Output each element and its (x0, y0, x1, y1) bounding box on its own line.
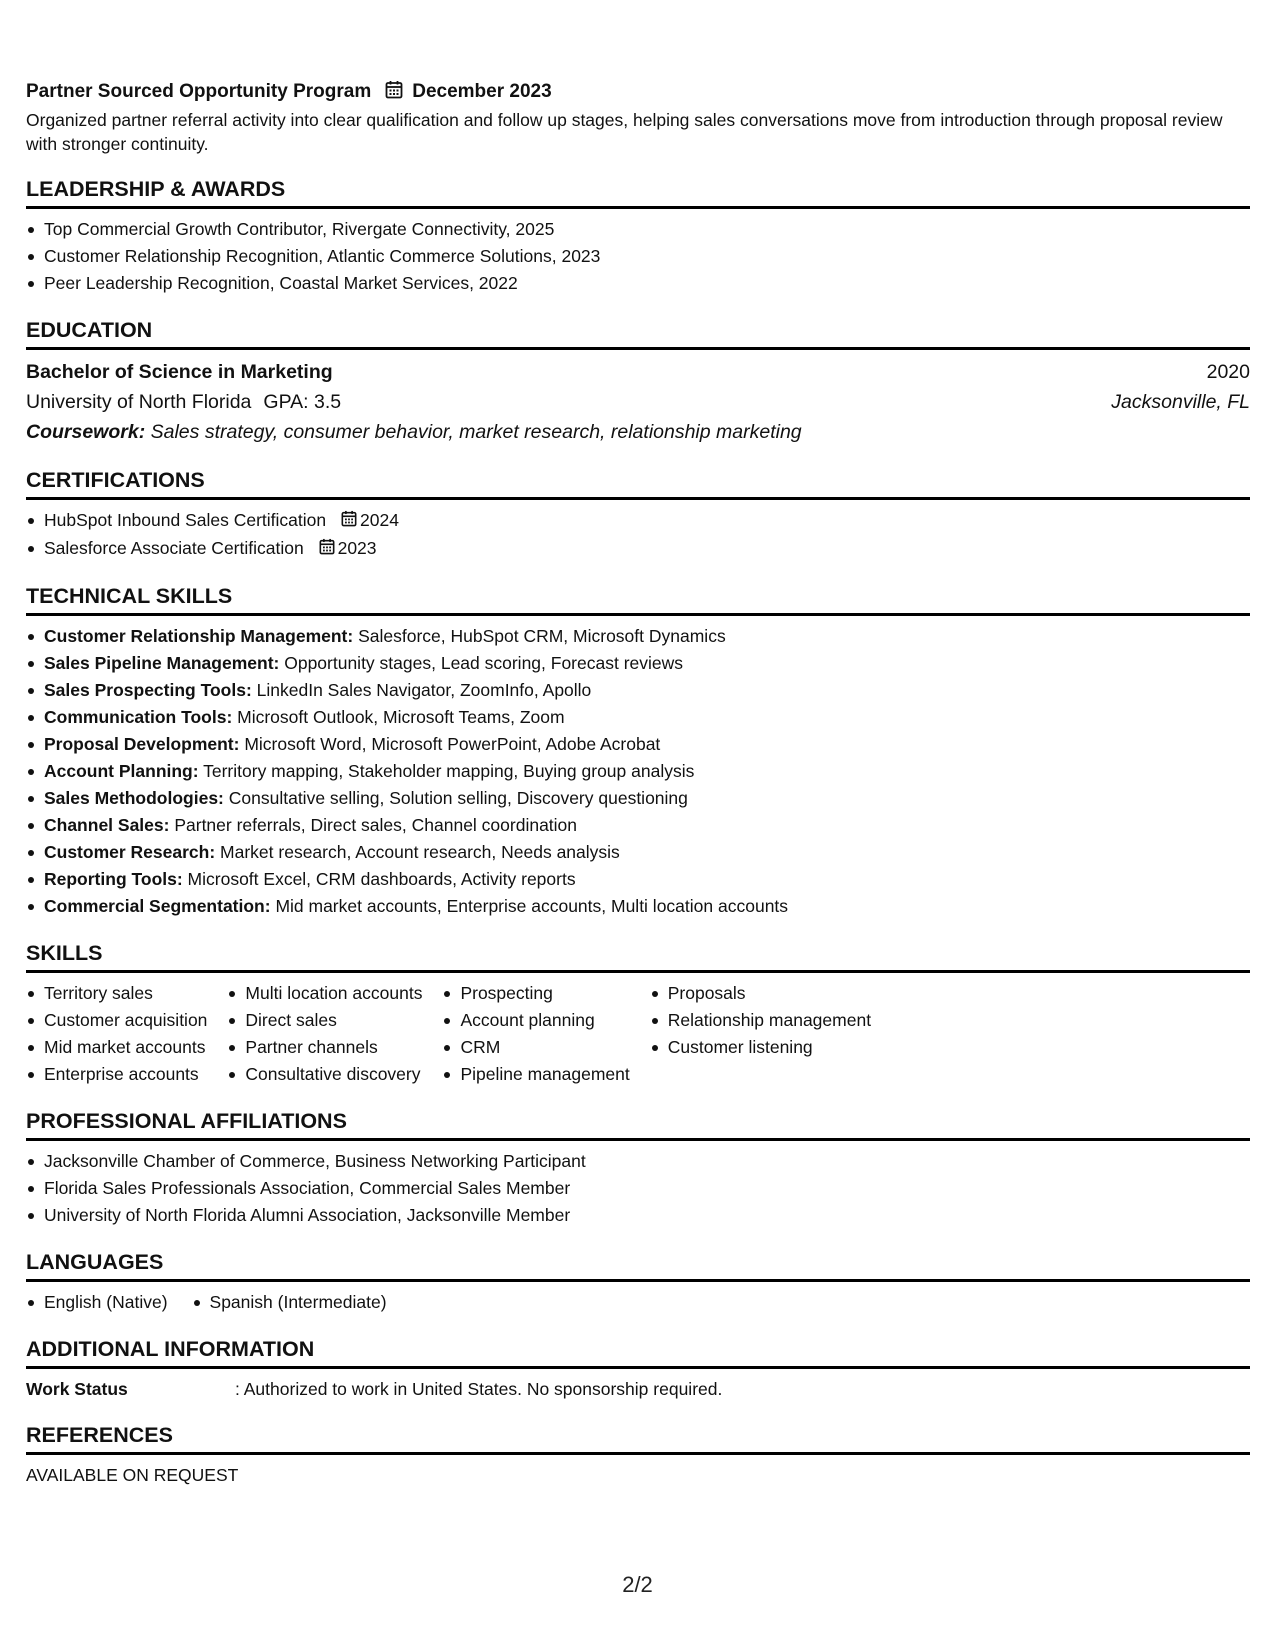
list-item: Direct sales (227, 1007, 422, 1034)
skills-section (26, 940, 1250, 1088)
list-item: Enterprise accounts (26, 1061, 207, 1088)
list-item: Prospecting (442, 980, 629, 1007)
list-item (26, 650, 1250, 677)
skills-column (442, 980, 629, 1088)
education-section (26, 317, 1250, 447)
affiliations-section (26, 1108, 1250, 1229)
skill-values: Partner referrals, Direct sales, Channel coordination (169, 814, 578, 835)
calendar-icon (385, 80, 403, 105)
education-degree-row (26, 357, 1250, 387)
skill-category: Sales Prospecting Tools: (44, 679, 252, 700)
skill-category: Reporting Tools: (44, 868, 183, 889)
list-item (26, 866, 1250, 893)
references-section (26, 1422, 1250, 1488)
section-heading: EDUCATION (26, 317, 1250, 350)
coursework (26, 417, 1250, 447)
skill-category: Proposal Development: (44, 733, 240, 754)
project-title-row (26, 78, 1250, 106)
certification-name: Salesforce Associate Certification (44, 537, 304, 558)
skill-category: Commercial Segmentation: (44, 895, 271, 916)
list-item (26, 677, 1250, 704)
certification-year: 2023 (337, 537, 377, 558)
skills-columns (26, 980, 1250, 1088)
skill-category: Sales Methodologies: (44, 787, 224, 808)
gpa: GPA: 3.5 (263, 391, 342, 413)
languages-row (26, 1289, 1250, 1316)
section-heading: ADDITIONAL INFORMATION (26, 1336, 1250, 1369)
skill-values: Opportunity stages, Lead scoring, Forecast reviews (279, 652, 684, 673)
section-heading: TECHNICAL SKILLS (26, 583, 1250, 616)
graduation-year: 2020 (1206, 361, 1250, 383)
section-heading: LEADERSHIP & AWARDS (26, 176, 1250, 209)
project-description: Organized partner referral activity into clear qualification and follow up stages, helping sales conversations move from introduction through proposal review with stronger continuity. (26, 110, 1223, 154)
skill-values: Microsoft Word, Microsoft PowerPoint, Adobe Acrobat (239, 733, 661, 754)
list-item (26, 785, 1250, 812)
section-heading: PROFESSIONAL AFFILIATIONS (26, 1108, 1250, 1141)
technical-skills-list (26, 623, 1250, 920)
skill-category: Channel Sales: (44, 814, 170, 835)
list-item: Florida Sales Professionals Association, Commercial Sales Member (26, 1175, 1250, 1202)
skills-column (650, 980, 871, 1088)
additional-info-section (26, 1336, 1250, 1402)
list-item (26, 839, 1250, 866)
page-number: 2/2 (622, 1572, 653, 1597)
list-item (26, 731, 1250, 758)
skills-column (227, 980, 422, 1088)
list-item: CRM (442, 1034, 629, 1061)
project-title: Partner Sourced Opportunity Program (26, 81, 372, 102)
list-item (26, 758, 1250, 785)
skill-category: Sales Pipeline Management: (44, 652, 280, 673)
list-item: Consultative discovery (227, 1061, 422, 1088)
certification-name: HubSpot Inbound Sales Certification (44, 510, 327, 530)
certification-year: 2024 (360, 510, 399, 530)
leadership-list (26, 216, 1250, 297)
language-list (192, 1289, 387, 1316)
leadership-section (26, 176, 1250, 297)
education-school-row (26, 387, 1250, 417)
list-item: Account planning (442, 1007, 629, 1034)
language-list (26, 1289, 168, 1316)
skill-values: Microsoft Outlook, Microsoft Teams, Zoom (232, 706, 565, 727)
skill-category: Account Planning: (44, 760, 199, 781)
project-entry (26, 78, 1250, 156)
list-item: Top Commercial Growth Contributor, Rivergate Connectivity, 2025 (26, 216, 1250, 243)
skill-category: Communication Tools: (44, 706, 233, 727)
list-item: Spanish (Intermediate) (192, 1289, 387, 1316)
section-heading: SKILLS (26, 940, 1250, 973)
languages-section (26, 1249, 1250, 1316)
skill-values: Consultative selling, Solution selling, Discovery questioning (223, 787, 688, 808)
list-item (26, 507, 1250, 535)
list-item (26, 704, 1250, 731)
skill-values: Territory mapping, Stakeholder mapping, Buying group analysis (198, 760, 695, 781)
section-heading: LANGUAGES (26, 1249, 1250, 1282)
list-item (26, 623, 1250, 650)
list-item: Peer Leadership Recognition, Coastal Market Services, 2022 (26, 270, 1250, 297)
list-item (26, 535, 1250, 563)
school-info (26, 387, 341, 417)
certifications-section (26, 467, 1250, 563)
section-heading: CERTIFICATIONS (26, 467, 1250, 500)
list-item (26, 812, 1250, 839)
skill-values: Salesforce, HubSpot CRM, Microsoft Dynamics (353, 625, 726, 646)
calendar-icon (341, 508, 357, 535)
skill-category: Customer Research: (44, 841, 216, 862)
references-text: AVAILABLE ON REQUEST (26, 1464, 239, 1485)
certifications-list (26, 507, 1250, 563)
skill-values: Mid market accounts, Enterprise accounts, Multi location accounts (270, 895, 789, 916)
coursework-text: Sales strategy, consumer behavior, market research, relationship marketing (145, 421, 802, 443)
resume-page (26, 78, 1250, 1488)
school-name: University of North Florida (26, 391, 252, 413)
skill-category: Customer Relationship Management: (44, 625, 354, 646)
work-status-value: : Authorized to work in United States. No sponsorship required. (235, 1378, 723, 1399)
skill-values: LinkedIn Sales Navigator, ZoomInfo, Apollo (251, 679, 592, 700)
list-item: Jacksonville Chamber of Commerce, Business Networking Participant (26, 1148, 1250, 1175)
skill-values: Microsoft Excel, CRM dashboards, Activity reports (182, 868, 576, 889)
list-item: Customer listening (650, 1034, 871, 1061)
list-item: Mid market accounts (26, 1034, 207, 1061)
list-item: Customer Relationship Recognition, Atlantic Commerce Solutions, 2023 (26, 243, 1250, 270)
work-status-row (26, 1376, 1250, 1402)
list-item (26, 893, 1250, 920)
list-item: Proposals (650, 980, 871, 1007)
work-status-label: Work Status (26, 1378, 128, 1399)
skill-values: Market research, Account research, Needs analysis (215, 841, 620, 862)
list-item: Customer acquisition (26, 1007, 207, 1034)
list-item: Multi location accounts (227, 980, 422, 1007)
list-item: English (Native) (26, 1289, 168, 1316)
list-item: Territory sales (26, 980, 207, 1007)
school-location: Jacksonville, FL (1111, 391, 1250, 413)
technical-skills-section (26, 583, 1250, 920)
list-item: Partner channels (227, 1034, 422, 1061)
list-item: Pipeline management (442, 1061, 629, 1088)
calendar-icon (319, 536, 335, 563)
project-date: December 2023 (412, 81, 552, 102)
coursework-label: Coursework: (26, 421, 146, 443)
affiliations-list (26, 1148, 1250, 1229)
degree: Bachelor of Science in Marketing (26, 361, 333, 383)
list-item: University of North Florida Alumni Association, Jacksonville Member (26, 1202, 1250, 1229)
section-heading: REFERENCES (26, 1422, 1250, 1455)
skills-column (26, 980, 207, 1088)
list-item: Relationship management (650, 1007, 871, 1034)
